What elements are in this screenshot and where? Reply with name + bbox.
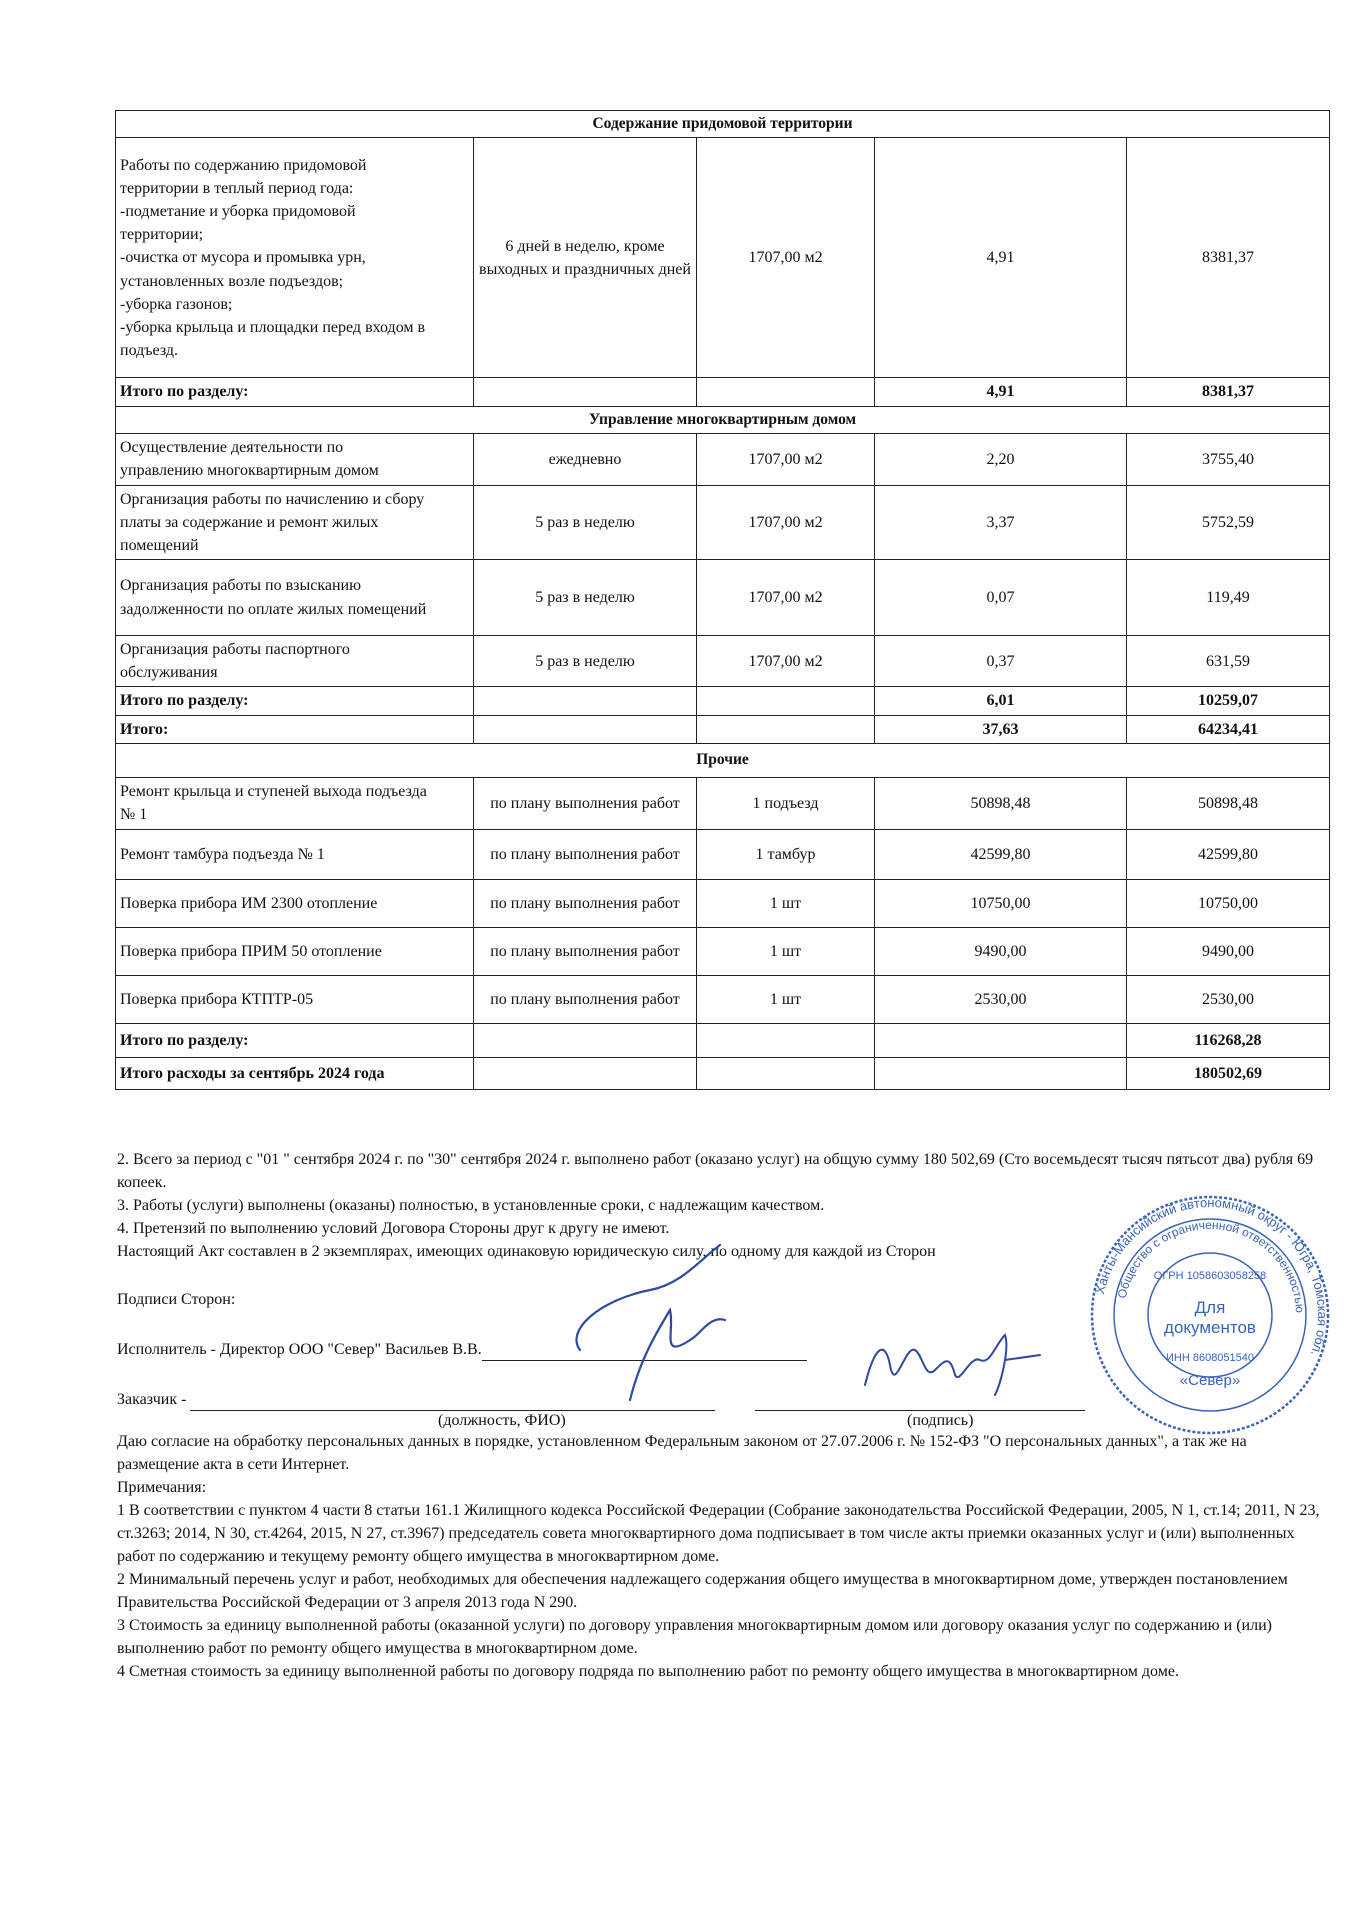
work-unit-cost: 42599,80 [875, 829, 1127, 879]
work-unit-cost: 4,91 [875, 138, 1127, 378]
work-sum: 9490,00 [1127, 927, 1330, 975]
work-sum: 2530,00 [1127, 975, 1330, 1023]
work-quantity: 1707,00 м2 [697, 560, 875, 636]
seal-company-name: «Север» [1179, 1372, 1241, 1389]
work-unit-cost: 3,37 [875, 485, 1127, 560]
table-row [116, 927, 1330, 975]
work-periodicity: 5 раз в неделю [474, 560, 697, 636]
section-header-row [116, 406, 1330, 433]
total-rate: 4,91 [875, 378, 1127, 406]
section-title: Прочие [116, 743, 1330, 777]
table-row [116, 829, 1330, 879]
signatures-heading: Подписи Сторон: [117, 1291, 236, 1308]
work-periodicity: 5 раз в неделю [474, 636, 697, 687]
works-table-wrapper [115, 110, 1329, 1090]
table-row [116, 879, 1330, 927]
work-unit-cost: 0,37 [875, 636, 1127, 687]
grand-total-label: Итого: [116, 715, 474, 743]
executor-handwritten-signature [560, 1240, 740, 1405]
paragraph-no-claims: 4. Претензий по выполнению условий Договора Стороны друг к другу не имеют. [117, 1220, 670, 1237]
total-label: Итого по разделу: [116, 687, 474, 715]
seal-center-line-2: документов [1164, 1318, 1256, 1337]
work-quantity: 1 шт [697, 879, 875, 927]
section-total-row [116, 687, 1330, 715]
seal-center-line-1: Для [1194, 1298, 1226, 1317]
work-quantity: 1 шт [697, 975, 875, 1023]
table-row [116, 485, 1330, 560]
total-label: Итого по разделу: [116, 378, 474, 406]
work-quantity: 1707,00 м2 [697, 434, 875, 485]
table-row [116, 434, 1330, 485]
expenses-total-row [116, 1057, 1330, 1089]
seal-outer-text: Ханты-Мансийский автономный округ - Югра, Томская обл. [1092, 1195, 1331, 1359]
note-3: 3 Стоимость за единицу выполненной работы (оказанной услуги) по договору управления многоквартирным домом или договору оказания услуг по содержанию и (или) выполнению работ по ремонту общего имущества в многоквартирном доме. [117, 1617, 1272, 1657]
grand-total-row [116, 715, 1330, 743]
work-unit-cost: 50898,48 [875, 777, 1127, 829]
paragraph-quality: 3. Работы (услуги) выполнены (оказаны) полностью, в установленные сроки, с надлежащим качеством. [117, 1197, 825, 1214]
work-description: Поверка прибора ИМ 2300 отопление [116, 879, 474, 927]
work-quantity: 1 шт [697, 927, 875, 975]
work-periodicity: 6 дней в неделю, кроме выходных и праздничных дней [474, 138, 697, 378]
work-periodicity: по плану выполнения работ [474, 975, 697, 1023]
work-unit-cost: 0,07 [875, 560, 1127, 636]
work-quantity: 1707,00 м2 [697, 138, 875, 378]
work-sum: 50898,48 [1127, 777, 1330, 829]
grand-total-rate: 37,63 [875, 715, 1127, 743]
work-periodicity: по плану выполнения работ [474, 829, 697, 879]
work-quantity: 1707,00 м2 [697, 636, 875, 687]
company-seal [1085, 1195, 1335, 1435]
paragraph-copies: Настоящий Акт составлен в 2 экземплярах, имеющих одинаковую юридическую силу, по одному для каждой из Сторон [117, 1243, 936, 1260]
section-total-row [116, 1023, 1330, 1057]
seal-inn: ИНН 8608051540 [1165, 1352, 1255, 1364]
work-sum: 42599,80 [1127, 829, 1330, 879]
executor-label: Исполнитель - Директор ООО "Север" Васильев В.В. [117, 1341, 482, 1358]
table-row [116, 975, 1330, 1023]
signature-caption: (подпись) [907, 1412, 974, 1429]
work-description: Организация работы паспортного обслуживания [116, 636, 474, 687]
work-description: Работы по содержанию придомовой территории в теплый период года: -подметание и уборка придомовой территории; -очистка от мусора и промывка урн, установленных возле подъездов; -уборка газонов; -уборка крыльца и площадки перед входом в подъезд. [116, 138, 474, 378]
consent-text: Даю согласие на обработку персональных данных в порядке, установленном Федеральным законом от 27.07.2006 г. № 152-ФЗ "О персональных данных", а так же на размещение акта в сети Интернет. [117, 1433, 1247, 1473]
total-sum: 8381,37 [1127, 378, 1330, 406]
paragraph-total-amount: 2. Всего за период с "01 " сентября 2024 г. по "30" сентября 2024 г. выполнено работ (оказано услуг) на общую сумму 180 502,69 (Сто восемьдесят тысяч пятьсот два) рубля 69 копеек. [117, 1151, 1314, 1191]
work-unit-cost: 10750,00 [875, 879, 1127, 927]
customer-handwritten-signature [845, 1325, 1045, 1405]
section-title: Содержание придомовой территории [116, 111, 1330, 138]
customer-label: Заказчик - [117, 1391, 187, 1408]
note-2: 2 Минимальный перечень услуг и работ, необходимых для обеспечения надлежащего содержания общего имущества в многоквартирном доме, утвержден постановлением Правительства Российской Федерации от 3 апреля 2013 года N 290. [117, 1571, 1288, 1611]
work-periodicity: по плану выполнения работ [474, 777, 697, 829]
work-sum: 10750,00 [1127, 879, 1330, 927]
work-periodicity: по плану выполнения работ [474, 879, 697, 927]
note-4: 4 Сметная стоимость за единицу выполненной работы по договору подряда по выполнению работ по ремонту общего имущества в многоквартирном доме. [117, 1663, 1179, 1680]
work-periodicity: по плану выполнения работ [474, 927, 697, 975]
work-description: Поверка прибора ПРИМ 50 отопление [116, 927, 474, 975]
position-caption: (должность, ФИО) [438, 1412, 566, 1429]
expenses-total-label: Итого расходы за сентябрь 2024 года [116, 1057, 474, 1089]
total-label: Итого по разделу: [116, 1023, 474, 1057]
work-periodicity: ежедневно [474, 434, 697, 485]
total-sum: 116268,28 [1127, 1023, 1330, 1057]
seal-inner-text: Общество с ограниченной ответственностью [1114, 1217, 1308, 1314]
work-sum: 119,49 [1127, 560, 1330, 636]
work-description: Организация работы по начислению и сбору платы за содержание и ремонт жилых помещений [116, 485, 474, 560]
work-quantity: 1707,00 м2 [697, 485, 875, 560]
work-unit-cost: 9490,00 [875, 927, 1127, 975]
work-description: Осуществление деятельности по управлению многоквартирным домом [116, 434, 474, 485]
section-title: Управление многоквартирным домом [116, 406, 1330, 433]
grand-total-sum: 64234,41 [1127, 715, 1330, 743]
seal-ogrn: ОГРН 1058603058258 [1153, 1270, 1267, 1282]
work-description: Организация работы по взысканию задолженности по оплате жилых помещений [116, 560, 474, 636]
work-sum: 3755,40 [1127, 434, 1330, 485]
work-unit-cost: 2,20 [875, 434, 1127, 485]
work-sum: 631,59 [1127, 636, 1330, 687]
notes-heading: Примечания: [117, 1479, 207, 1496]
table-row [116, 636, 1330, 687]
work-description: Ремонт крыльца и ступеней выхода подъезда № 1 [116, 777, 474, 829]
section-header-row [116, 111, 1330, 138]
work-periodicity: 5 раз в неделю [474, 485, 697, 560]
section-header-row [116, 743, 1330, 777]
work-unit-cost: 2530,00 [875, 975, 1127, 1023]
work-quantity: 1 подъезд [697, 777, 875, 829]
note-1: 1 В соответствии с пунктом 4 части 8 статьи 161.1 Жилищного кодекса Российской Федерации (Собрание законодательства Российской Федерации, 2005, N 1, ст.14; 2011, N 23, ст.3263; 2014, N 30, ст.4264, 2015, N 27, ст.3967) председатель совета многоквартирного дома подписывает в том числе акты приемки оказанных услуг и (или) выполненных работ по содержанию и текущему ремонту общего имущества в многоквартирном доме. [117, 1502, 1320, 1565]
work-sum: 5752,59 [1127, 485, 1330, 560]
works-table [115, 110, 1330, 1090]
table-row [116, 560, 1330, 636]
work-description: Поверка прибора КТПТР-05 [116, 975, 474, 1023]
total-rate: 6,01 [875, 687, 1127, 715]
notes [117, 1476, 1332, 1683]
work-description: Ремонт тамбура подъезда № 1 [116, 829, 474, 879]
work-quantity: 1 тамбур [697, 829, 875, 879]
expenses-total-sum: 180502,69 [1127, 1057, 1330, 1089]
section-total-row [116, 378, 1330, 406]
work-sum: 8381,37 [1127, 138, 1330, 378]
table-row [116, 777, 1330, 829]
total-sum: 10259,07 [1127, 687, 1330, 715]
table-row [116, 138, 1330, 378]
